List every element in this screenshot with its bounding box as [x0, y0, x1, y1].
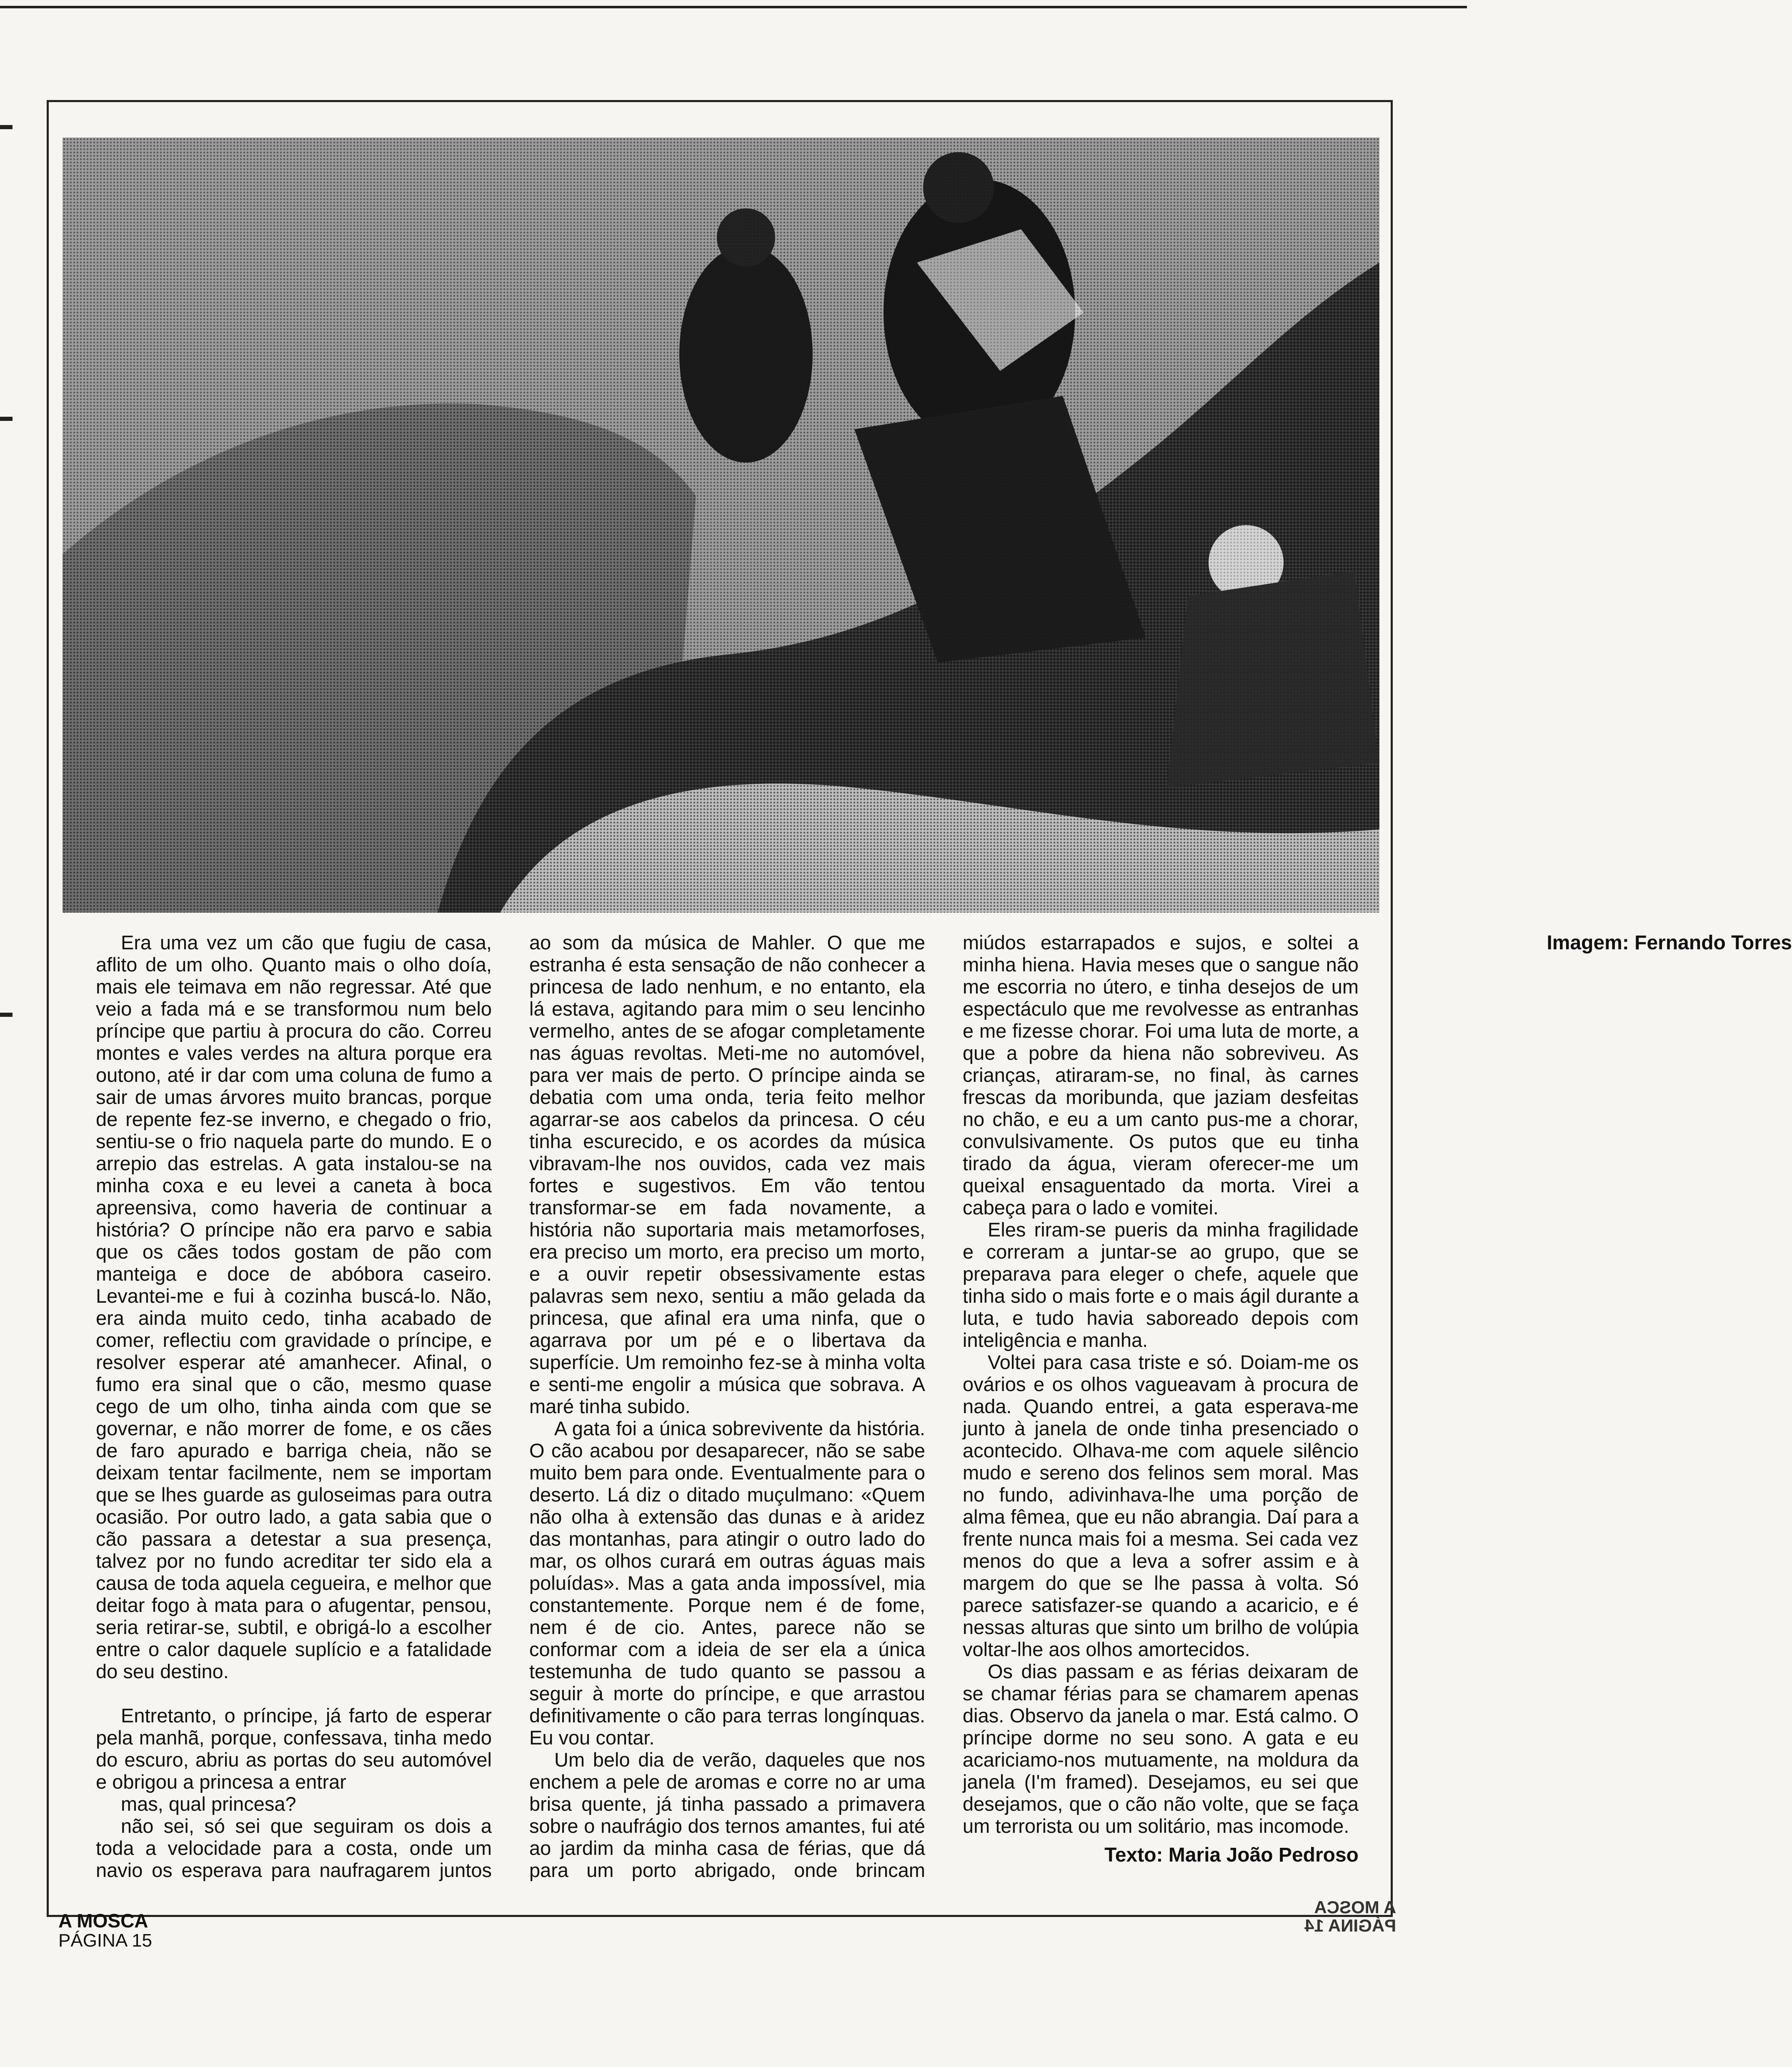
footer-magazine-title: A MOSCA [58, 1910, 148, 1932]
article-paragraph: Eles riram-se pueris da minha fragilidade e correram a juntar-se ao grupo, que se preparava para eleger o chefe, aquele que tinha sido o mais forte e o mais ágil durante a luta, e tudo havia saboreado depois com inteligência e manha. [963, 1219, 1359, 1351]
credit-image: Imagem: Fernando Torres [1547, 932, 1792, 954]
article-paragraph: não sei, só sei que seguiram os dois a toda a velocidade para a costa, onde um navio os esperava para naufragarem juntos ao som da música de Mahler. O que me estranha é esta sensação de não conhecer a princesa de lado nenhum, e no entanto, ela lá estava, agitando para mim o seu lencinho vermelho, antes de se afogar completamente nas águas revoltas. Meti-me no automóvel, para ver mais de perto. O príncipe ainda se debatia com uma onda, teria feito melhor agarrar-se aos cabelos da princesa. O céu tinha escurecido, e os acordes da música vibravam-lhe nos ouvidos, cada vez mais fortes e sugestivos. Em vão tentou transformar-se em fada novamente, a história não suportaria mais metamorfoses, era preciso um morto, era preciso um morto, e a ouvir repetir obsessivamente estas palavras sem nexo, sentiu a mão gelada da princesa, que afinal era uma ninfa, que o agarrava por um pé e o libertava da superfície. Um remoinho fez-se à minha volta e senti-me engolir a música que sobrava. A maré tinha subido. [96, 931, 925, 1881]
article-paragraph: Um belo dia de verão, daqueles que nos enchem a pele de aromas e corre no ar uma brisa quente, já tinha passado a primavera sobre o naufrágio dos ternos amantes, fui até ao jardim da minha casa de férias, que dá para um porto abrigado, onde brincam miúdos estarrapados e sujos, e soltei a minha hiena. Havia meses que o sangue não me escorria no útero, e tinha desejos de um espectáculo que me revolvesse as entranhas e me fizesse chorar. Foi uma luta de morte, a que a pobre da hiena não sobreviveu. As crianças, atiraram-se, no final, às carnes frescas da moribunda, que jaziam desfeitas no chão, e eu a um canto pus-me a chorar, convulsivamente. Os putos que eu tinha tirado da água, vieram oferecer-me um queixal ensaguentado da morta. Virei a cabeça para o lado e vomitei. [529, 931, 1359, 1881]
footer-right-page: PÁGINA 14 [1304, 1916, 1396, 1935]
article-paragraph: Os dias passam e as férias deixaram de se chamar férias para se chamarem apenas dias. Observo da janela o mar. Está calmo. O príncipe dorme no seu sono. A gata e eu acariciamo-nos mutuamente, na moldura da janela (I'm framed). Desejamos, eu sei que desejamos, que o cão não volte, que se faça um terrorista ou um solitário, mas incomode. [963, 1660, 1359, 1837]
article-paragraph: mas, qual princesa? [121, 1793, 296, 1815]
article-paragraph: A gata foi a única sobrevivente da história. O cão acabou por desaparecer, não se sabe muito bem para onde. Eventualmente para o deserto. Lá diz o ditado muçulmano: «Quem não olha à extensão das dunas e à aridez das montanhas, para atingir o outro lado do mar, os olhos curará em outras águas mais poluídas». Mas a gata anda impossível, mia constantemente. Porque nem é de fome, nem é de cio. Antes, parece não se conformar com a ideia de ser ela a única testemunha de tudo quanto se passou a seguir à morte do príncipe, e que arrastou definitivamente o cão para terras longínquas. Eu vou contar. [529, 1417, 925, 1749]
credit-text: Texto: Maria João Pedroso [1104, 1844, 1359, 1866]
article-paragraph: Voltei para casa triste e só. Doiam-me os ovários e os olhos vagueavam à procura de nada. Quando entrei, a gata esperava-me junto à janela de onde tinha presenciado o acontecido. Olhava-me com aquele silêncio mudo e sereno dos felinos sem moral. Mas no fundo, adivinhava-lhe uma porção de alma fêmea, que eu não abrangia. Daí para a frente nunca mais foi a mesma. Sei cada vez menos do que a leva a sofrer assim e à margem do que se lhe passa à volta. Só parece satisfazer-se quando a acaricio, e é nessas alturas que sinto um brilho de volúpia voltar-lhe aos olhos amortecidos. [963, 1351, 1359, 1660]
margin-mark [0, 125, 13, 129]
article-paragraph: Entretanto, o príncipe, já farto de esperar pela manhã, porque, confessava, tinha medo do escuro, abriu as portas do seu automóvel e obrigou a princesa a entrar [96, 1704, 492, 1793]
photo-halftone-figures [63, 138, 1379, 913]
footer-left [58, 1911, 152, 1951]
margin-mark [0, 417, 13, 421]
article-paragraph: Era uma vez um cão que fugiu de casa, aflito de um olho. Quanto mais o olho doía, mais ele teimava em não regressar. Até que veio a fada má e se transformou num belo príncipe que partiu à procura do cão. Correu montes e vales verdes na altura porque era outono, até ir dar com uma coluna de fumo a sair de umas árvores muito brancas, porque de repente fez-se inverno, e chegado o frio, sentiu-se o frio naquela parte do mundo. E o arrepio das estrelas. A gata instalou-se na minha coxa e eu levei a caneta à boca apreensiva, como haveria de continuar a história? O príncipe não era parvo e sabia que os cães todos gostam de pão com manteiga e doce de abóbora caseiro. Levantei-me e fui à cozinha buscá-lo. Não, era ainda muito cedo, tinha acabado de comer, reflectiu com gravidade o príncipe, e resolver esperar até amanhecer. Afinal, o fumo era sinal que o cão, mesmo quase cego de um olho, tinha ainda com que se governar, e não morrer de fome, e os cães de faro apurado e barriga cheia, não se deixam tentar facilmente, nem se importam que se lhes guarde as guloseimas para outra ocasião. Por outro lado, a gata sabia que o cão passara a detestar a sua presença, talvez por no fundo acreditar ter sido ela a causa de toda aquela cegueira, e melhor que deitar fogo à mata para o afugentar, pensou, seria retirar-se, subtil, e obrigá-lo a escolher entre o calor daquele suplício e a fatalidade do seu destino. [96, 931, 492, 1682]
footer-page-number: PÁGINA 15 [58, 1930, 153, 1951]
margin-mark [0, 1013, 13, 1017]
footer-right-bleed-through [1304, 1898, 1396, 1935]
article-body [96, 931, 1792, 1882]
top-rule [0, 6, 1467, 8]
photo-icon [63, 138, 1379, 913]
footer-right-title: A MOSCA [1314, 1897, 1396, 1917]
